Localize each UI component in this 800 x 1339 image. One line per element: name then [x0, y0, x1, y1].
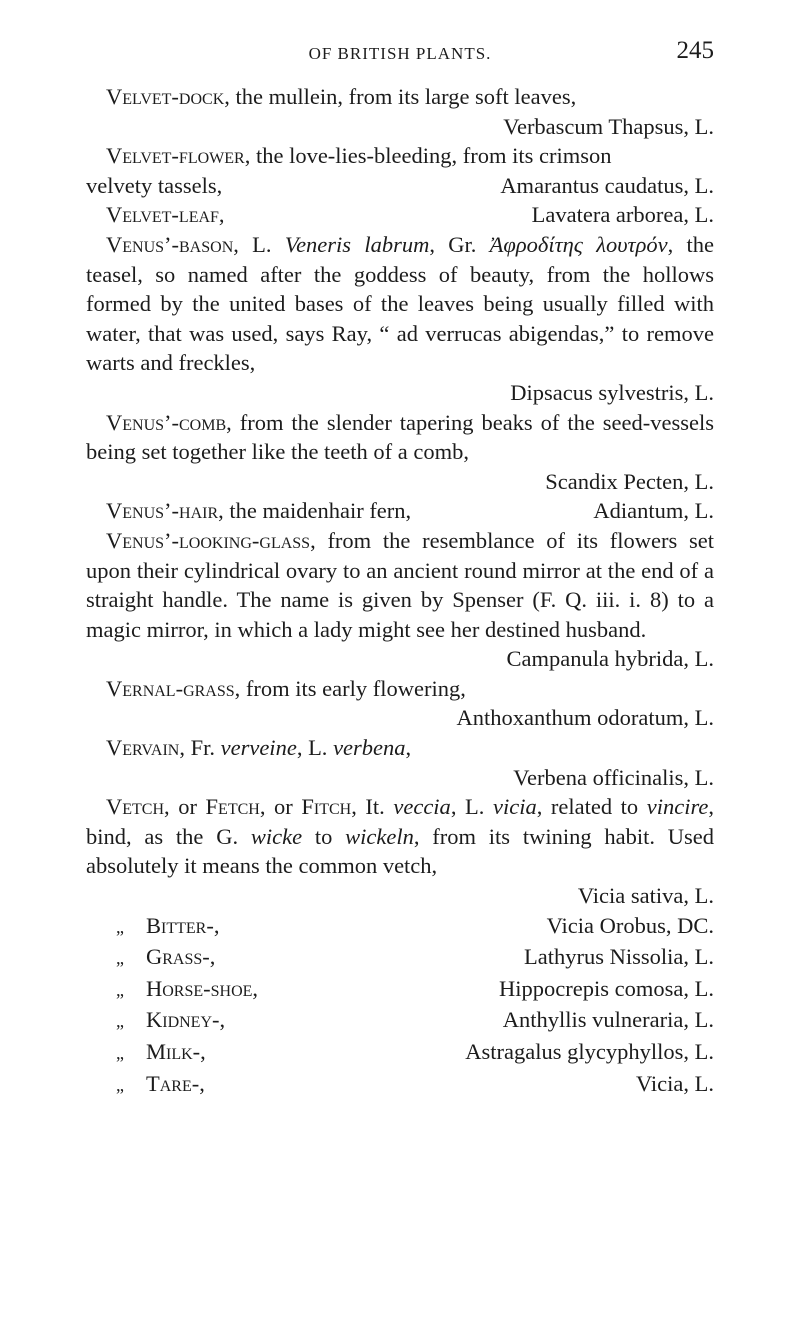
entry-velvet-leaf — [86, 200, 714, 230]
botanical-name: Campanula hybrida, L. — [506, 646, 714, 672]
latin-term: Veneris labrum — [284, 231, 430, 257]
ditto-mark: „ — [116, 916, 124, 937]
entry-headword: Venus’-comb — [106, 409, 227, 435]
entry-text: , the maidenhair fern, — [218, 498, 412, 524]
german-term: wickeln — [345, 823, 414, 849]
subentry — [86, 1005, 714, 1037]
entry-text: , bind, as the G. — [86, 794, 715, 849]
page-number: 245 — [676, 37, 714, 64]
entry-venus-looking-glass — [86, 526, 714, 674]
subentry — [86, 974, 714, 1006]
subentry — [86, 1069, 714, 1101]
subentry — [86, 942, 714, 974]
entry-venus-comb — [86, 408, 714, 497]
entry-text: , L. — [296, 735, 328, 761]
entry-headword: Venus’-looking-glass — [106, 527, 311, 553]
entry-headword: Fitch — [301, 794, 352, 820]
entry-headword: Venus’-hair — [106, 498, 219, 524]
entry-text: , the teasel, so named after the goddess of beauty, from the hollows formed by the united bases of the leaves being usually filled with water, that was used, says Ray, “ ad verrucas abigendas,” to remove warts and freckles, — [86, 231, 715, 376]
botanical-name: Astragalus glycyphyllos, L. — [465, 1039, 714, 1064]
botanical-name: Scandix Pecten, L. — [545, 468, 714, 494]
botanical-name: Verbena officinalis, L. — [513, 764, 714, 790]
entry-venus-hair — [86, 496, 714, 526]
botanical-name: Adiantum, L. — [593, 498, 714, 524]
page-body — [86, 82, 714, 1100]
latin-term: vincire — [646, 794, 709, 820]
entry-text: , It. — [351, 794, 385, 820]
entry-headword: Vetch — [106, 794, 165, 820]
entry-velvet-dock — [86, 82, 714, 141]
botanical-name: Lathyrus Nissolia, L. — [524, 944, 714, 970]
italian-term: veccia — [393, 794, 451, 820]
subentry-name: Bitter-, — [146, 912, 220, 938]
entry-text: , the mullein, from its large soft leaves, — [224, 84, 577, 109]
entry-text: , — [405, 735, 412, 761]
entry-venus-bason — [86, 230, 714, 408]
entry-vervain — [86, 733, 714, 792]
entry-text: to — [302, 823, 333, 849]
running-head: OF BRITISH PLANTS. — [308, 44, 492, 63]
entry-text: , — [218, 202, 225, 228]
latin-term: vicia — [492, 794, 537, 820]
entry-text: , from its early flowering, — [234, 675, 466, 701]
botanical-name: Vicia, L. — [636, 1070, 714, 1096]
botanical-name: Anthyllis vulneraria, L. — [502, 1007, 714, 1033]
ditto-mark: „ — [116, 979, 124, 1000]
botanical-name: Anthoxanthum odoratum, L. — [456, 705, 714, 731]
botanical-name: Amarantus caudatus, L. — [500, 172, 714, 198]
entry-headword: Vervain — [106, 735, 180, 761]
entry-text: , Fr. — [179, 735, 215, 761]
ditto-mark: „ — [116, 1074, 124, 1095]
botanical-name: Vicia Orobus, DC. — [546, 912, 714, 938]
entry-headword: Velvet-dock — [106, 84, 225, 109]
french-term: verveine — [220, 735, 297, 761]
entry-text: , L. — [233, 231, 272, 257]
subentry-name: Grass-, — [146, 944, 216, 970]
botanical-name: Verbascum Thapsus, L. — [503, 113, 714, 139]
botanical-name: Dipsacus sylvestris, L. — [510, 379, 714, 405]
botanical-name: Lavatera arborea, L. — [531, 202, 714, 228]
entry-text: , from the resemblance of its flowers set upon their cylindrical ovary to an ancient round mirror at the end of a straight handle. The name is given by Spenser (F. Q. iii. i. 8) to a magic mirror, in which a lady might see her destined husband. — [86, 527, 714, 642]
entry-last-line — [66, 171, 714, 201]
ditto-mark: „ — [116, 1043, 124, 1063]
latin-term: verbena — [333, 735, 406, 761]
german-term: wicke — [250, 823, 303, 849]
ditto-mark: „ — [116, 1011, 124, 1032]
entry-text: , the love-lies-bleeding, from its crimson — [244, 143, 612, 169]
entry-headword: Venus’-bason — [106, 231, 234, 257]
subentry — [86, 911, 714, 943]
entry-headword: Velvet-flower — [106, 143, 245, 169]
entry-headword: Velvet-leaf — [106, 202, 219, 228]
botanical-name: Hippocrepis comosa, L. — [499, 975, 714, 1001]
entry-text: , from the slender tapering beaks of the seed-vessels being set together like the teeth of a comb, — [86, 409, 714, 465]
greek-term: Ἀφροδίτης λουτρόν — [489, 231, 668, 257]
entry-vetch — [86, 792, 714, 910]
entry-headword: Vernal-grass — [106, 675, 235, 701]
subentry-name: Kidney-, — [146, 1007, 226, 1033]
entry-text: , L. — [450, 794, 485, 820]
entry-headword: Fetch — [205, 794, 260, 820]
entry-text: velvety tassels, — [86, 172, 223, 198]
subentry-name: Milk-, — [146, 1039, 206, 1064]
entry-text: , or — [259, 794, 302, 820]
entry-text: , Gr. — [429, 231, 477, 257]
subentry-name: Horse-shoe, — [146, 975, 259, 1001]
page-header — [86, 32, 714, 72]
ditto-mark: „ — [116, 948, 124, 969]
entry-velvet-flower — [86, 141, 714, 200]
entry-vernal-grass — [86, 674, 714, 733]
subentry — [86, 1037, 714, 1069]
subentry-name: Tare-, — [146, 1070, 205, 1096]
entry-text: , from its twining habit. Used absolutely it means the common vetch, — [86, 823, 714, 879]
botanical-name: Vicia sativa, L. — [577, 883, 714, 909]
entry-text: , related to — [536, 794, 639, 820]
entry-text: , or — [164, 794, 206, 820]
